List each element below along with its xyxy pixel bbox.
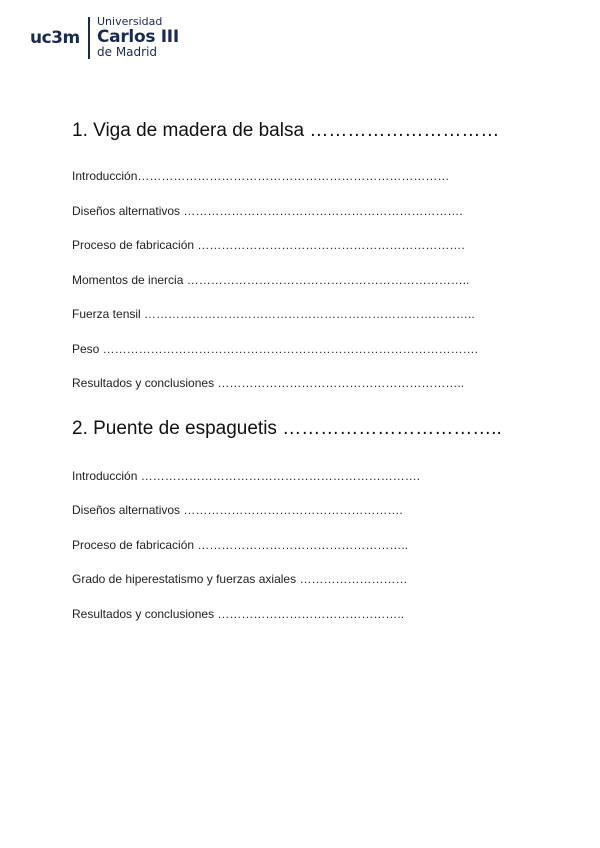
toc-entry: Proceso de fabricación ……………………………………………..	[72, 538, 409, 552]
toc-entry: Fuerza tensil ………………………………………………………………………..	[72, 307, 475, 321]
toc-entry: Diseños alternativos ……………………………………………….	[72, 503, 403, 517]
university-logo	[30, 14, 190, 62]
toc-entry: Grado de hiperestatismo y fuerzas axiales ………………………	[72, 572, 408, 586]
logo-line-2: Carlos III	[97, 27, 179, 47]
logo-line-3: de Madrid	[97, 45, 158, 59]
logo-line-1: Universidad	[97, 15, 163, 28]
logo-short-name: uc3m	[30, 28, 80, 48]
toc-entry: Resultados y conclusiones ……………………………………………………..	[72, 376, 465, 390]
toc-entry: Resultados y conclusiones ………………………………………..	[72, 607, 405, 621]
toc-entry: Introducción……………………………………………………………………	[72, 169, 450, 183]
logo-divider	[88, 17, 90, 59]
section-heading-1: 1. Viga de madera de balsa …………………………	[72, 120, 500, 141]
toc-entry: Proceso de fabricación ………………………………………………………….	[72, 238, 465, 252]
toc-entry: Introducción …………………………………………………………….	[72, 469, 421, 483]
section-heading-2: 2. Puente de espaguetis ……………………………..	[72, 418, 502, 439]
toc-entry: Momentos de inercia ……………………………………………………………..	[72, 273, 470, 287]
toc-entry: Diseños alternativos …………………………………………………………….	[72, 204, 463, 218]
toc-entry: Peso ………………………………………………………………………………….	[72, 342, 479, 356]
